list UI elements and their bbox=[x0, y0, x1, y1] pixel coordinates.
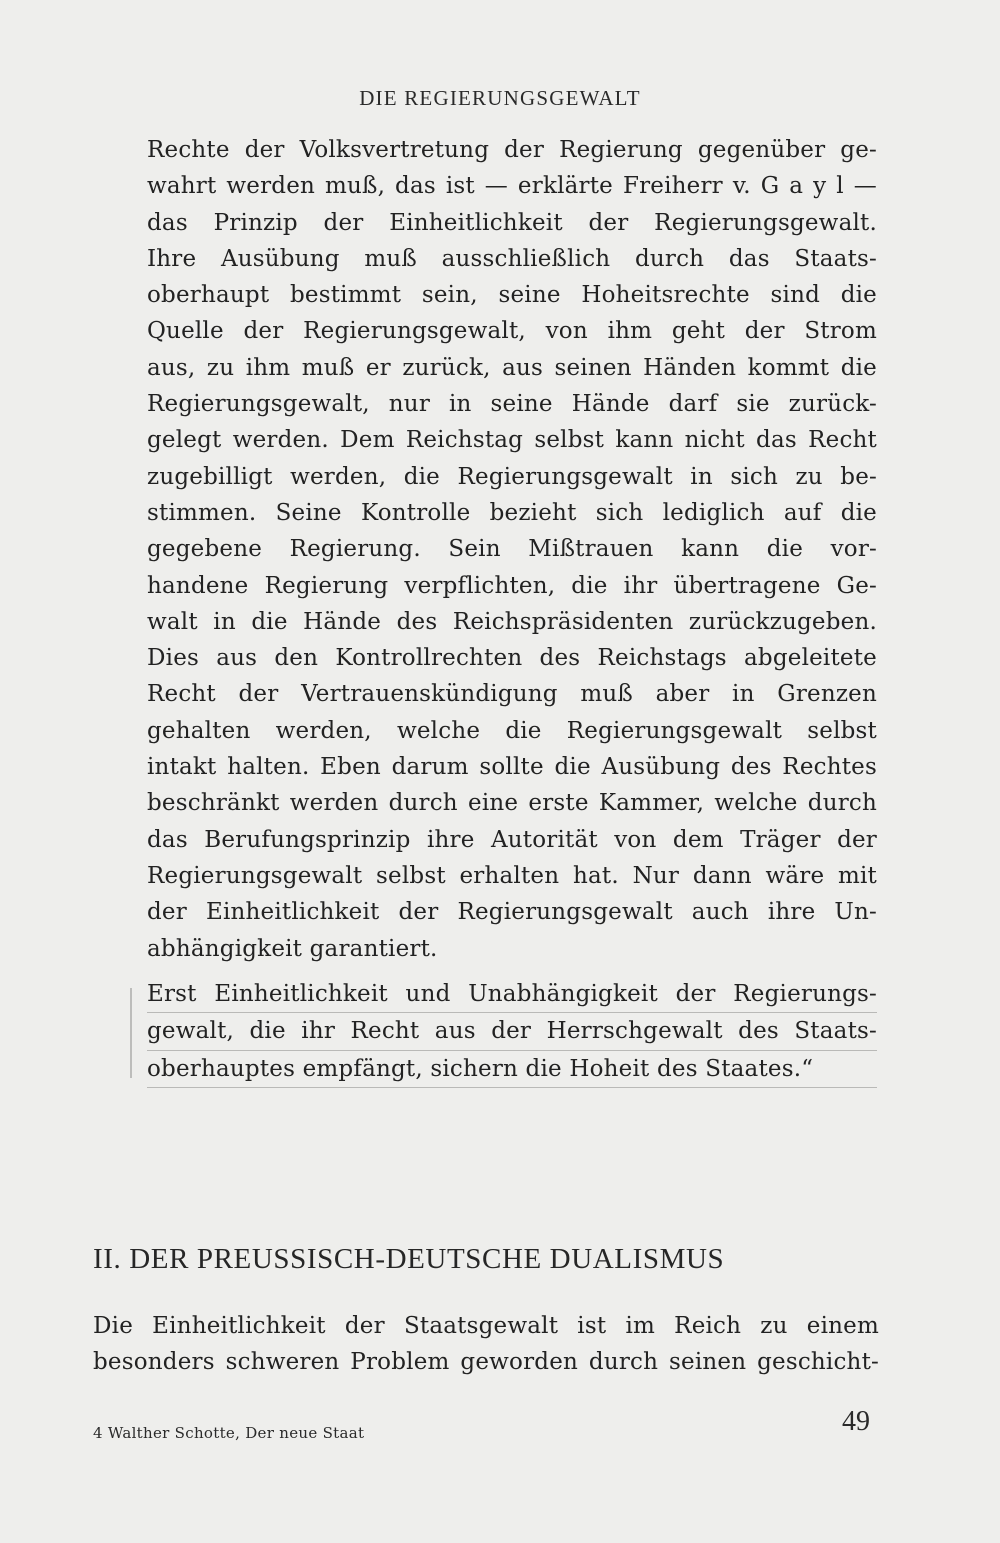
paragraph-line: das Prinzip der Einheitlichkeit der Regierungsgewalt. bbox=[147, 209, 877, 236]
section-paragraph bbox=[93, 1308, 879, 1381]
paragraph-line: Recht der Vertrauenskündigung muß aber in Grenzen bbox=[147, 681, 877, 708]
quote-line: oberhauptes empfängt, sichern die Hoheit des Staates.“ bbox=[147, 1051, 877, 1088]
section-heading: II. DER PREUSSISCH-DEUTSCHE DUALISMUS bbox=[93, 1243, 725, 1275]
paragraph-line: wahrt werden muß, das ist — erklärte Freiherr v. G a y l — bbox=[147, 173, 877, 200]
paragraph-line: Ihre Ausübung muß ausschließlich durch das Staats- bbox=[147, 245, 877, 272]
paragraph-line: das Berufungsprinzip ihre Autorität von dem Träger der bbox=[147, 826, 877, 853]
paragraph-line: abhängigkeit garantiert. bbox=[147, 935, 438, 962]
paragraph-line: Dies aus den Kontrollrechten des Reichstags abgeleitete bbox=[147, 645, 877, 672]
footer-signature: 4 Walther Schotte, Der neue Staat bbox=[93, 1424, 365, 1442]
paragraph-line: Regierungsgewalt, nur in seine Hände darf sie zurück- bbox=[147, 391, 877, 418]
paragraph-line: aus, zu ihm muß er zurück, aus seinen Händen kommt die bbox=[147, 354, 877, 381]
paragraph-line: Rechte der Volksvertretung der Regierung gegenüber ge- bbox=[147, 137, 877, 163]
paragraph-line: beschränkt werden durch eine erste Kammer, welche durch bbox=[147, 790, 877, 817]
quote-line: gewalt, die ihr Recht aus der Herrschgewalt des Staats- bbox=[147, 1013, 877, 1050]
paragraph-line: walt in die Hände des Reichspräsidenten zurückzugeben. bbox=[147, 608, 877, 635]
main-paragraph bbox=[147, 132, 877, 967]
paragraph-line: Regierungsgewalt selbst erhalten hat. Nur dann wäre mit bbox=[147, 862, 877, 889]
page-number: 49 bbox=[842, 1406, 870, 1437]
paragraph-line: Quelle der Regierungsgewalt, von ihm geht der Strom bbox=[147, 318, 877, 345]
paragraph-line: oberhaupt bestimmt sein, seine Hoheitsrechte sind die bbox=[147, 282, 877, 309]
quote-paragraph bbox=[147, 976, 877, 1088]
paragraph-line: der Einheitlichkeit der Regierungsgewalt auch ihre Un- bbox=[147, 899, 877, 926]
paragraph-line: handene Regierung verpflichten, die ihr übertragene Ge- bbox=[147, 572, 877, 599]
paragraph-line: gelegt werden. Dem Reichstag selbst kann nicht das Recht bbox=[147, 427, 877, 454]
quote-margin-mark bbox=[130, 988, 132, 1078]
paragraph-line: zugebilligt werden, die Regierungsgewalt in sich zu be- bbox=[147, 463, 877, 490]
running-head: DIE REGIERUNGSGEWALT bbox=[359, 86, 641, 110]
paragraph-line: intakt halten. Eben darum sollte die Ausübung des Rechtes bbox=[147, 754, 877, 781]
paragraph-line: gegebene Regierung. Sein Mißtrauen kann die vor- bbox=[147, 536, 877, 563]
paragraph-line: stimmen. Seine Kontrolle bezieht sich lediglich auf die bbox=[147, 499, 877, 526]
section-paragraph-line: Die Einheitlichkeit der Staatsgewalt ist im Reich zu einem bbox=[93, 1313, 879, 1339]
paragraph-line: gehalten werden, welche die Regierungsgewalt selbst bbox=[147, 717, 877, 744]
section-paragraph-line: besonders schweren Problem geworden durch seinen geschicht- bbox=[93, 1349, 879, 1376]
quote-line: Erst Einheitlichkeit und Unabhängigkeit der Regierungs- bbox=[147, 976, 877, 1013]
